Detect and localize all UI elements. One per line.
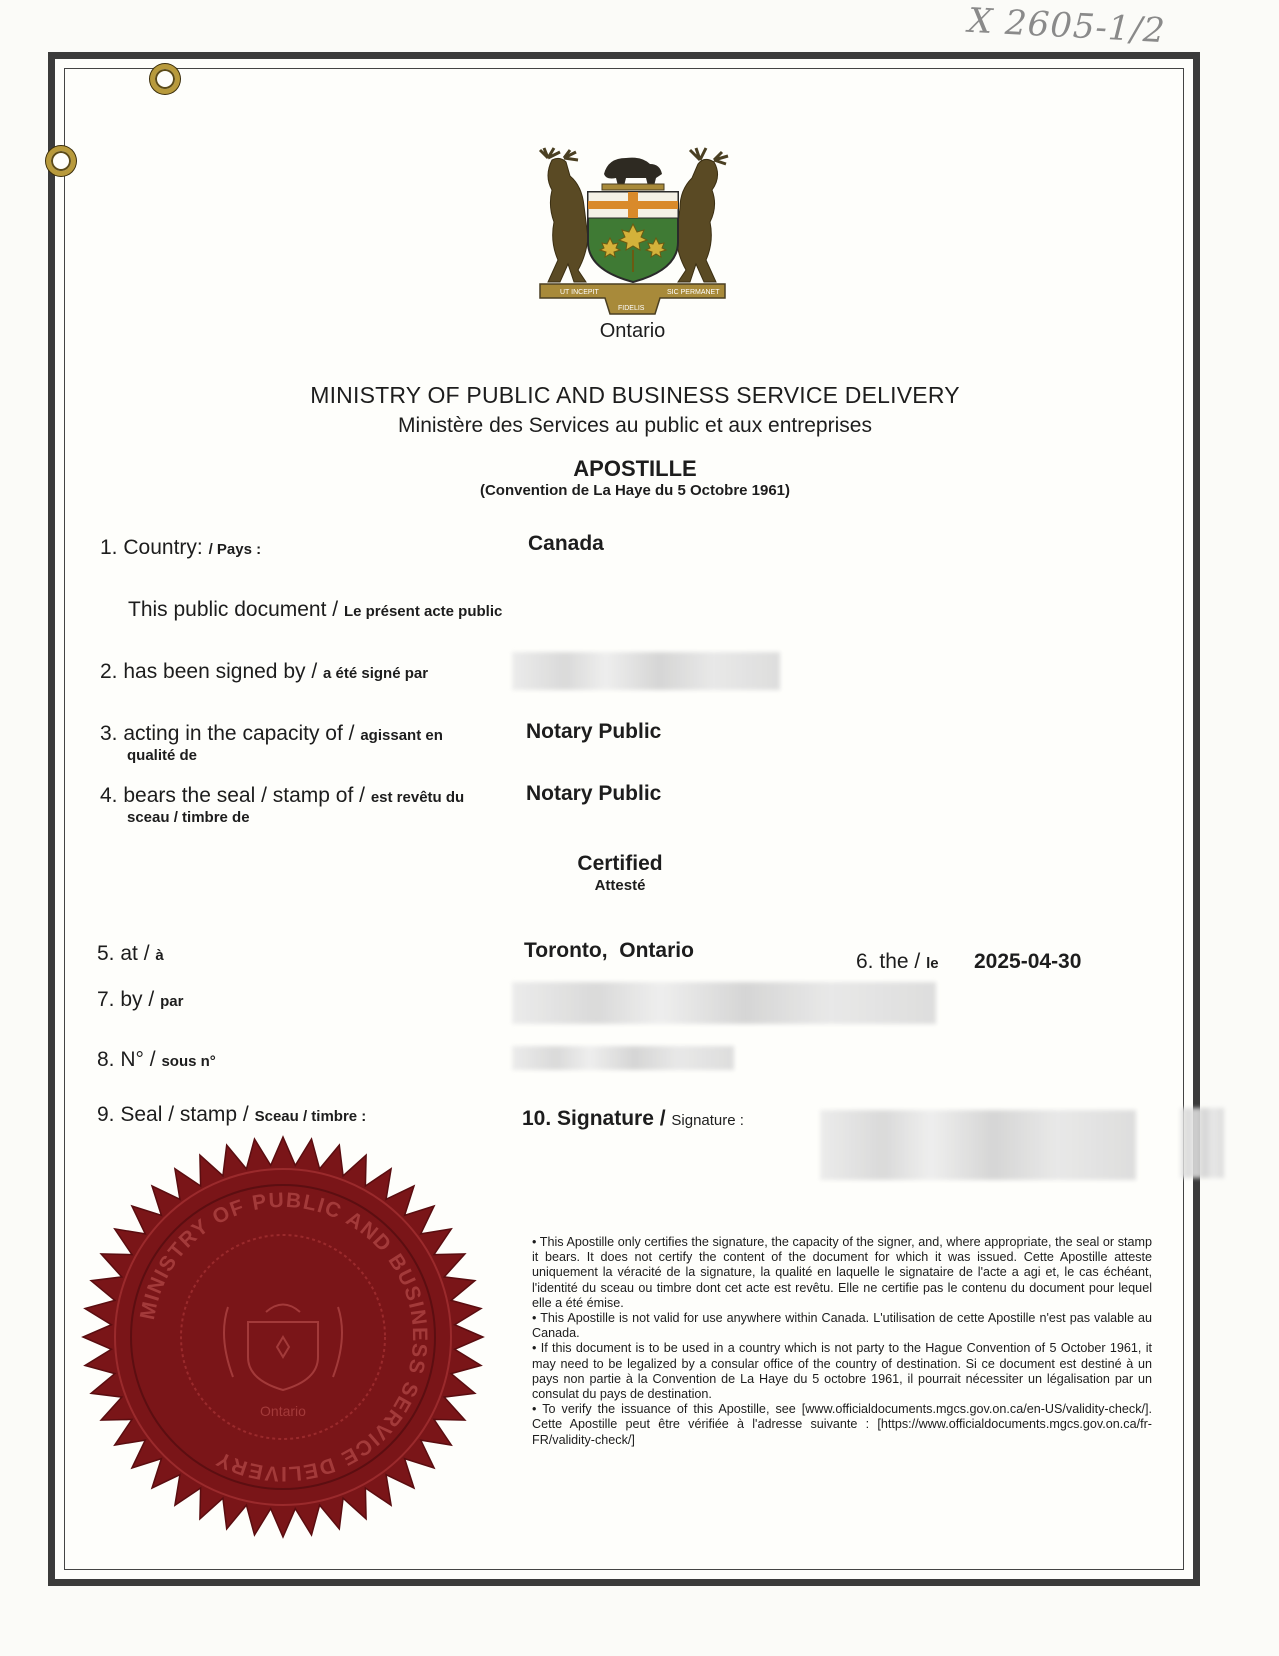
label-en: 10. Signature /	[522, 1107, 666, 1130]
label-fr: agissant en	[360, 727, 443, 744]
note-not-valid-in-canada: • This Apostille is not valid for use anywhere within Canada. L'utilisation de cette Apostille n'est pas valable au Canada.	[532, 1311, 1152, 1341]
redacted-signature	[820, 1110, 1136, 1180]
label-en: by /	[120, 988, 155, 1011]
field-number: 3.	[100, 722, 118, 745]
ministry-title-fr: Ministère des Services au public et aux entreprises	[398, 414, 872, 437]
label-fr: Le présent acte public	[343, 603, 503, 620]
apostille-title: APOSTILLE	[573, 456, 697, 481]
field-seal-of-value: Notary Public	[526, 782, 662, 805]
field-number: 1.	[100, 536, 118, 559]
label-fr: a été signé par	[323, 665, 429, 682]
field-capacity-value: Notary Public	[526, 720, 662, 743]
redacted-signature-tail	[1180, 1108, 1224, 1178]
label-fr: par	[160, 993, 184, 1010]
motto-right: SIC PERMANET	[667, 289, 720, 296]
label-fr: à	[155, 947, 164, 964]
public-document-label	[128, 598, 502, 622]
label-en: the /	[879, 950, 921, 973]
field-number: 2.	[100, 660, 118, 683]
field-number: 8.	[97, 1048, 115, 1071]
field-place-value: Toronto, Ontario	[524, 939, 694, 962]
field-seal-of-label	[100, 784, 464, 808]
seal-ring-text: MINISTRY OF PUBLIC AND BUSINESS SERVICE DELIVERY	[136, 1188, 432, 1486]
field-seal-stamp-label	[97, 1103, 366, 1127]
label-fr: sous n°	[161, 1053, 216, 1070]
ministry-title-en: MINISTRY OF PUBLIC AND BUSINESS SERVICE DELIVERY	[310, 382, 960, 408]
label-fr: Sceau / timbre :	[254, 1108, 367, 1125]
label-en: Country:	[123, 536, 203, 559]
redacted-issuer-name	[512, 982, 936, 1024]
label-fr: le	[926, 955, 939, 972]
field-number: 7.	[97, 988, 115, 1011]
field-number: 9.	[97, 1103, 115, 1126]
label-en: This public document /	[128, 598, 339, 621]
label-en: acting in the capacity of /	[123, 722, 355, 745]
field-number: 6.	[856, 950, 874, 973]
field-issued-by-label	[97, 988, 183, 1012]
label-en: N° /	[120, 1048, 156, 1071]
label-fr: est revêtu du	[370, 789, 465, 806]
motto-center: FIDELIS	[618, 305, 645, 312]
crest-label: Ontario	[599, 320, 666, 342]
note-verification-links: • To verify the issuance of this Apostille, see [www.officialdocuments.mgcs.gov.on.ca/en-US/validity-check/]. Cette Apostille peut être vérifiée à l'adresse suivante : [https://www.officialdocuments.mgcs.gov.on.ca/fr-FR/validity-check/]	[532, 1402, 1152, 1447]
field-number: 5.	[97, 942, 115, 965]
label-fr: Signature :	[671, 1112, 744, 1129]
field-place-label	[97, 942, 164, 966]
label-en: has been signed by /	[123, 660, 318, 683]
field-signature-label	[522, 1107, 744, 1131]
field-date-label	[856, 950, 939, 974]
field-country-value: Canada	[528, 532, 604, 555]
label-en: at /	[120, 942, 150, 965]
certified-heading: Certified	[577, 852, 663, 875]
field-country-label	[100, 536, 261, 560]
note-signature-only: • This Apostille only certifies the signature, the capacity of the signer, and, where appropriate, the seal or stamp it bears. It does not certify the content of the document for which it was issued. Cette Apostille atteste uniquement la véracité de la signature, la qualité en laquelle le signataire de l'acte a agi et, le cas échéant, l'identité du sceau ou timbre dont cet acte est revêtu. Elle ne certifie pas le contenu du document pour lequel elle a été émise.	[532, 1235, 1152, 1310]
handwritten-reference-note: X 2605-1/2	[967, 0, 1167, 52]
binding-grommet-top	[150, 64, 180, 94]
binding-grommet-left	[46, 146, 76, 176]
field-capacity-label	[100, 722, 443, 746]
label-fr: / Pays :	[208, 541, 262, 558]
convention-subtitle: (Convention de La Haye du 5 Octobre 1961)	[479, 482, 791, 499]
motto-left: UT INCEPIT	[560, 289, 599, 296]
label-en: Seal / stamp /	[120, 1103, 249, 1126]
field-capacity-label-fr-cont: qualité de	[127, 747, 198, 764]
ontario-coat-of-arms-icon	[530, 146, 735, 326]
apostille-notes	[532, 1235, 1152, 1448]
field-date-value: 2025-04-30	[974, 950, 1082, 973]
embossed-red-seal-icon	[78, 1132, 488, 1542]
field-number-label	[97, 1048, 216, 1072]
field-seal-of-label-fr-cont: sceau / timbre de	[127, 809, 250, 826]
certified-heading-fr: Attesté	[594, 877, 646, 894]
redacted-certificate-number	[512, 1046, 734, 1070]
note-non-party-countries: • If this document is to be used in a country which is not party to the Hague Convention of 5 October 1961, it may need to be legalized by a consular office of the country of destination. Si ce document est destiné à un pays non partie à la Convention de La Haye du 5 octobre 1961, il pourrait nécessiter un légalisation par un consulat du pays de destination.	[532, 1341, 1152, 1402]
field-number: 4.	[100, 784, 118, 807]
label-en: bears the seal / stamp of /	[123, 784, 365, 807]
seal-center-text: Ontario	[260, 1403, 306, 1419]
field-signed-by-label	[100, 660, 428, 684]
redacted-signer-name	[512, 652, 780, 690]
